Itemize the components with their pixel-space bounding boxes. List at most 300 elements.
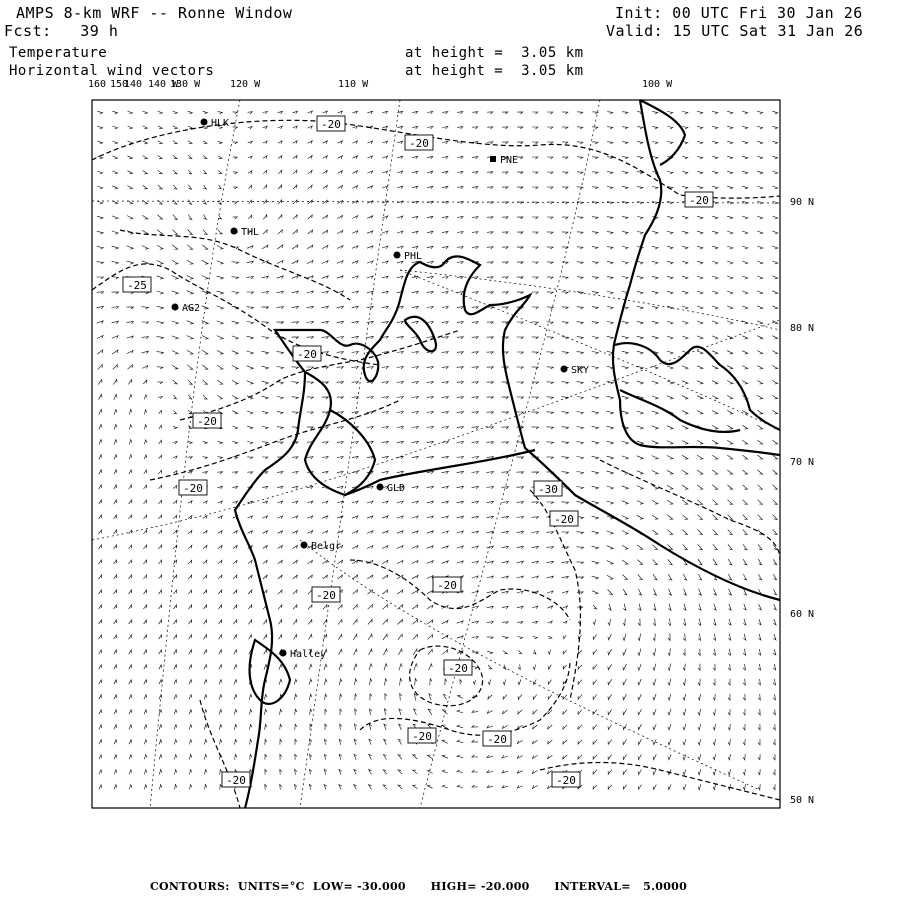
- wind-vector: [532, 142, 538, 144]
- wind-vector: [292, 306, 299, 308]
- wind-vector: [742, 306, 748, 309]
- wind-vector: [204, 680, 207, 685]
- wind-vector: [652, 456, 658, 460]
- wind-vector: [517, 457, 524, 459]
- wind-vector: [622, 411, 629, 414]
- wind-vector: [427, 427, 434, 429]
- wind-vector: [415, 679, 417, 686]
- wind-vector: [773, 784, 775, 790]
- wind-vector: [219, 665, 222, 670]
- wind-vector: [352, 456, 358, 458]
- wind-vector: [758, 544, 762, 549]
- wind-vector: [278, 605, 282, 609]
- wind-vector: [278, 531, 283, 534]
- wind-vector: [548, 680, 551, 685]
- wind-vector: [623, 619, 625, 626]
- wind-vector: [187, 321, 194, 325]
- wind-vector: [442, 546, 449, 549]
- wind-vector: [577, 277, 583, 279]
- wind-vector: [308, 156, 312, 159]
- wind-vector: [307, 397, 314, 399]
- wind-vector: [682, 500, 688, 504]
- wind-vector: [758, 769, 760, 775]
- wind-vector: [772, 261, 778, 264]
- wind-vector: [352, 382, 359, 384]
- wind-vector: [232, 441, 237, 444]
- wind-vector: [203, 380, 208, 384]
- wind-vector: [114, 710, 117, 714]
- wind-vector: [172, 245, 178, 249]
- wind-vector: [652, 276, 658, 279]
- wind-vector: [278, 200, 281, 204]
- wind-vector: [457, 501, 464, 504]
- wind-vector: [517, 531, 524, 533]
- wind-vector: [307, 457, 313, 459]
- wind-vector: [324, 785, 327, 790]
- wind-vector: [99, 575, 102, 579]
- wind-vector: [712, 351, 718, 354]
- wind-vector: [757, 381, 762, 385]
- wind-vector: [577, 217, 583, 219]
- wind-vector: [592, 531, 599, 534]
- wind-vector: [758, 515, 763, 520]
- wind-vector: [382, 531, 388, 534]
- wind-vector: [682, 470, 688, 474]
- wind-vector: [144, 575, 147, 579]
- wind-vector: [442, 486, 449, 489]
- svg-text:-20: -20: [554, 513, 574, 526]
- wind-vector: [114, 605, 117, 609]
- wind-vector: [652, 545, 657, 550]
- wind-vector: [414, 709, 417, 715]
- wind-vector: [367, 261, 373, 264]
- svg-text:-20: -20: [448, 662, 468, 675]
- wind-vector: [310, 709, 312, 715]
- svg-text:-20: -20: [409, 137, 429, 150]
- wind-vector: [772, 186, 777, 189]
- wind-vector: [218, 545, 222, 548]
- wind-vector: [337, 246, 343, 249]
- wind-vector: [712, 111, 718, 114]
- wind-vector: [278, 560, 283, 563]
- wind-vector: [232, 396, 238, 400]
- wind-vector: [472, 755, 478, 757]
- wind-vector: [652, 127, 658, 129]
- wind-vector: [127, 307, 134, 309]
- wind-vector: [249, 200, 252, 204]
- wind-vector: [337, 516, 343, 519]
- wind-vector: [457, 367, 464, 369]
- wind-vector: [577, 157, 583, 159]
- wind-vector: [652, 500, 658, 504]
- wind-vector: [532, 187, 538, 189]
- wind-vector: [607, 232, 613, 234]
- wind-vector: [607, 486, 614, 489]
- wind-vector: [189, 755, 192, 760]
- wind-vector: [337, 427, 343, 429]
- wind-vector: [757, 126, 762, 129]
- wind-vector: [637, 321, 643, 324]
- wind-vector: [382, 575, 388, 579]
- wind-vector: [457, 725, 463, 728]
- wind-vector: [369, 649, 373, 655]
- wind-vector: [713, 649, 715, 656]
- wind-vector: [173, 575, 176, 579]
- wind-vector: [742, 156, 748, 159]
- wind-vector: [323, 156, 328, 159]
- wind-vector: [442, 112, 448, 114]
- wind-vector: [593, 619, 596, 624]
- wind-vector: [577, 472, 584, 475]
- contour-label: [179, 480, 207, 495]
- wind-vector: [668, 664, 671, 671]
- wind-vector: [457, 187, 463, 189]
- wind-vector: [502, 172, 508, 174]
- wind-vector: [144, 515, 147, 519]
- wind-vector: [189, 695, 192, 700]
- wind-vector: [547, 217, 553, 219]
- wind-vector: [592, 411, 599, 414]
- wind-vector: [352, 336, 359, 338]
- wind-vector: [608, 634, 611, 640]
- wind-vector: [248, 516, 253, 519]
- wind-vector: [457, 621, 464, 624]
- wind-vector: [577, 307, 583, 309]
- lon-label-140w: 140 W: [148, 79, 179, 90]
- wind-vector: [578, 755, 582, 759]
- wind-vector: [652, 321, 658, 324]
- wind-vector: [637, 545, 643, 549]
- wind-vector: [354, 664, 357, 670]
- wind-vector: [188, 530, 192, 533]
- wind-vector: [682, 276, 688, 279]
- wind-vector: [307, 337, 314, 339]
- wind-vector: [518, 664, 520, 669]
- wind-vector: [188, 200, 191, 205]
- wind-vector: [637, 187, 643, 189]
- wind-vector: [324, 754, 327, 759]
- wind-vector: [517, 740, 522, 743]
- wind-vector: [218, 441, 223, 444]
- wind-vector: [143, 171, 148, 174]
- wind-vector: [744, 604, 747, 610]
- wind-vector: [352, 231, 358, 234]
- wind-vector: [757, 246, 763, 249]
- wind-vector: [652, 530, 658, 534]
- wind-vector: [713, 724, 715, 730]
- wind-vector: [728, 664, 730, 670]
- wind-vector: [264, 650, 267, 655]
- wind-vector: [667, 276, 673, 279]
- wind-vector: [697, 351, 703, 354]
- wind-vector: [442, 456, 449, 458]
- wind-vector: [667, 142, 673, 145]
- wind-vector: [457, 457, 464, 459]
- wind-vector: [173, 200, 177, 204]
- wind-vector: [607, 381, 614, 384]
- svg-text:-20: -20: [183, 482, 203, 495]
- wind-vector: [189, 620, 192, 624]
- wind-vector: [517, 277, 523, 279]
- wind-vector: [262, 292, 269, 294]
- wind-vector: [682, 366, 688, 369]
- wind-vector: [307, 291, 314, 294]
- wind-vector: [322, 531, 327, 534]
- wind-vector: [112, 261, 119, 264]
- wind-vector: [547, 187, 553, 189]
- wind-vector: [758, 694, 760, 700]
- wind-vector: [114, 575, 117, 579]
- wind-vector: [307, 501, 313, 504]
- wind-vector: [385, 694, 387, 701]
- wind-vector: [652, 366, 658, 369]
- wind-vector: [578, 680, 582, 685]
- wind-vector: [547, 427, 554, 429]
- wind-vector: [757, 201, 763, 204]
- wind-vector: [263, 230, 267, 234]
- wind-vector: [562, 591, 568, 594]
- wind-vector: [668, 559, 672, 564]
- wind-vector: [127, 216, 133, 220]
- wind-vector: [683, 739, 686, 745]
- wind-vector: [218, 395, 223, 399]
- wind-vector: [623, 679, 627, 685]
- wind-vector: [144, 500, 147, 504]
- wind-vector: [653, 679, 656, 685]
- wind-vector: [142, 215, 148, 219]
- wind-vector: [487, 412, 494, 414]
- wind-vector: [352, 516, 358, 519]
- wind-vector: [472, 710, 478, 712]
- wind-vector: [204, 665, 207, 670]
- wind-vector: [187, 276, 193, 280]
- wind-vector: [308, 141, 313, 144]
- wind-vector: [592, 396, 599, 399]
- wind-vector: [232, 336, 239, 339]
- wind-vector: [623, 724, 627, 729]
- wind-vector: [684, 589, 687, 595]
- wind-vector: [757, 336, 763, 339]
- wind-vector: [339, 785, 342, 790]
- wind-vector: [682, 186, 688, 189]
- wind-vector: [157, 230, 163, 234]
- wind-vector: [757, 291, 763, 294]
- wind-vector: [502, 622, 508, 624]
- wind-vector: [293, 575, 297, 579]
- wind-vector: [233, 620, 236, 624]
- wind-vector: [159, 650, 162, 654]
- wind-vector: [307, 260, 313, 263]
- wind-vector: [144, 695, 147, 700]
- wind-vector: [159, 410, 162, 413]
- wind-vector: [262, 307, 269, 309]
- wind-vector: [264, 709, 267, 714]
- wind-vector: [143, 141, 148, 144]
- wind-vector: [262, 486, 267, 489]
- wind-vector: [247, 277, 254, 279]
- wind-vector: [323, 575, 328, 579]
- wind-vector: [638, 589, 641, 595]
- wind-vector: [203, 215, 206, 220]
- wind-vector: [144, 440, 147, 444]
- wind-vector: [652, 441, 658, 445]
- wind-vector: [713, 664, 715, 671]
- wind-vector: [547, 232, 553, 234]
- wind-vector: [98, 365, 103, 370]
- wind-vector: [218, 171, 221, 174]
- wind-vector: [607, 441, 614, 444]
- wind-vector: [547, 142, 553, 144]
- wind-vector: [382, 590, 387, 594]
- wind-vector: [772, 291, 778, 294]
- wind-vector: [189, 665, 192, 670]
- wind-vector: [563, 740, 567, 744]
- wind-vector: [697, 231, 703, 234]
- wind-vector: [442, 352, 449, 354]
- wind-vector: [427, 112, 432, 114]
- wind-vector: [577, 592, 583, 594]
- wind-vector: [667, 246, 673, 249]
- wind-vector: [487, 337, 494, 339]
- wind-vector: [97, 262, 104, 264]
- wind-vector: [337, 230, 343, 233]
- wind-vector: [412, 111, 417, 114]
- wind-vector: [412, 605, 418, 609]
- wind-vector: [712, 141, 718, 144]
- wind-vector: [607, 172, 613, 174]
- wind-vector: [339, 664, 342, 670]
- wind-vector: [367, 575, 372, 579]
- wind-vector: [337, 397, 344, 399]
- wind-vector: [442, 216, 448, 219]
- wind-vector: [112, 141, 117, 144]
- wind-vector: [487, 142, 493, 144]
- wind-vector: [607, 187, 613, 189]
- wind-vector: [397, 321, 404, 323]
- wind-vector: [772, 246, 778, 249]
- wind-vector: [264, 200, 267, 204]
- wind-vector: [352, 261, 358, 264]
- wind-vector: [622, 560, 628, 564]
- wind-vector: [758, 709, 760, 715]
- wind-vector: [233, 605, 236, 609]
- wind-vector: [277, 291, 284, 293]
- wind-vector: [173, 515, 177, 518]
- wind-vector: [382, 261, 388, 264]
- wind-vector: [743, 619, 746, 625]
- wind-vector: [547, 127, 553, 129]
- wind-vector: [442, 171, 448, 174]
- wind-vector: [158, 215, 163, 219]
- wind-vector: [114, 470, 117, 475]
- wind-vector: [323, 185, 328, 188]
- wind-vector: [97, 186, 103, 189]
- wind-vector: [637, 291, 643, 294]
- wind-vector: [577, 487, 584, 490]
- wind-vector: [577, 427, 584, 430]
- wind-vector: [442, 471, 449, 474]
- wind-vector: [607, 396, 614, 399]
- wind-vector: [607, 262, 613, 265]
- wind-vector: [383, 649, 387, 655]
- wind-vector: [142, 307, 149, 309]
- wind-vector: [280, 739, 282, 744]
- wind-vector: [219, 710, 222, 715]
- wind-vector: [457, 127, 463, 129]
- wind-vector: [667, 426, 673, 430]
- lat-label-90n: 90 N: [790, 197, 815, 208]
- wind-vector: [713, 694, 715, 700]
- wind-vector: [157, 306, 164, 309]
- wind-vector: [697, 171, 703, 174]
- wind-vector: [338, 575, 343, 579]
- wind-vector: [442, 427, 449, 429]
- wind-vector: [758, 485, 763, 489]
- wind-vector: [713, 559, 717, 565]
- wind-vector: [758, 664, 761, 670]
- wind-vector: [683, 709, 686, 715]
- wind-vector: [427, 501, 434, 504]
- wind-vector: [247, 457, 253, 459]
- wind-vector: [622, 187, 628, 189]
- wind-vector: [637, 456, 644, 459]
- wind-vector: [292, 337, 299, 339]
- wind-vector: [533, 695, 537, 700]
- wind-vector: [97, 277, 104, 279]
- wind-vector: [187, 336, 193, 340]
- wind-vector: [728, 754, 730, 760]
- wind-vector: [262, 276, 269, 279]
- wind-vector: [667, 381, 673, 384]
- wind-vector: [728, 739, 730, 745]
- wind-vector: [577, 247, 583, 249]
- wind-vector: [697, 126, 703, 129]
- wind-vector: [548, 665, 551, 670]
- wind-vector: [218, 185, 221, 189]
- wind-vector: [487, 546, 494, 549]
- wind-vector: [457, 710, 463, 713]
- wind-vector: [743, 500, 748, 505]
- station-marker: [172, 304, 179, 311]
- wind-vector: [368, 619, 372, 624]
- wind-vector: [203, 590, 206, 594]
- wind-vector: [697, 366, 703, 369]
- wind-vector: [159, 635, 162, 639]
- wind-vector: [698, 619, 701, 626]
- wind-vector: [772, 276, 778, 279]
- wind-vector: [173, 530, 177, 534]
- wind-vector: [129, 440, 132, 445]
- lat-label-70n: 70 N: [790, 457, 815, 468]
- lon-label-100w: 100 W: [642, 79, 673, 90]
- wind-vector: [218, 486, 223, 489]
- wind-vector: [592, 127, 598, 129]
- wind-vector: [758, 739, 760, 745]
- wind-vector: [143, 380, 147, 384]
- wind-vector: [144, 725, 147, 730]
- wind-vector: [712, 485, 717, 489]
- wind-vector: [697, 440, 703, 444]
- wind-vector: [638, 634, 641, 641]
- wind-vector: [757, 425, 762, 429]
- wind-vector: [307, 531, 312, 534]
- wind-vector: [354, 679, 357, 685]
- wind-vector: [99, 725, 102, 729]
- wind-vector: [757, 351, 763, 355]
- wind-vector: [307, 306, 314, 308]
- wind-vector: [668, 604, 671, 611]
- wind-vector: [157, 245, 163, 249]
